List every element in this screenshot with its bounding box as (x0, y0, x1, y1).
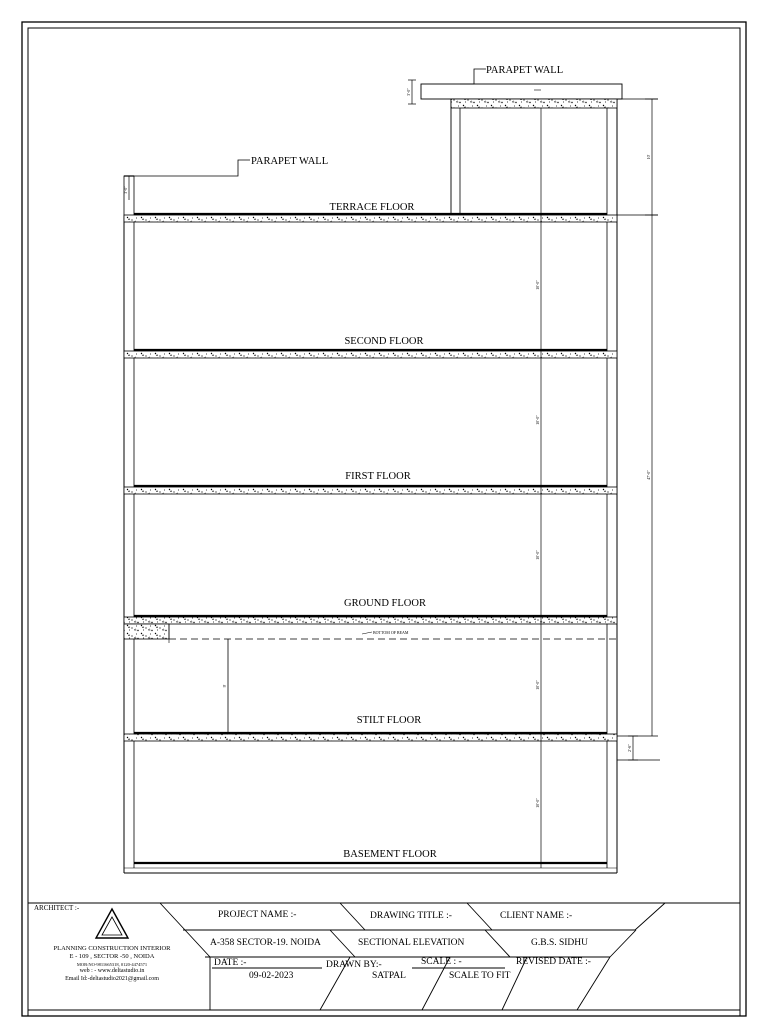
dim-beam-drop: 9' (222, 684, 227, 688)
terrace-floor-label: TERRACE FLOOR (329, 202, 415, 213)
dim-floor-a: 10'-0" (535, 280, 540, 290)
firm-web: web : - www.deltastudio.in (79, 968, 145, 974)
date-label: DATE :- (214, 958, 247, 968)
date-value: 09-02-2023 (249, 971, 294, 981)
architect-label: ARCHITECT :- (34, 904, 80, 912)
drawn-by-label: DRAWN BY:- (326, 960, 382, 970)
dim-parapet-side: 3'-0" (123, 186, 128, 194)
dim-mumty-height: 10' (646, 154, 651, 160)
client-name-label: CLIENT NAME :- (500, 911, 573, 921)
dim-floor-d: 10'-0" (535, 680, 540, 690)
bottom-of-beam-note: BOTTOM OF BEAM (373, 630, 409, 635)
first-floor-label: FIRST FLOOR (345, 471, 411, 482)
drawing-title-label: DRAWING TITLE :- (370, 911, 452, 921)
dim-floor-e: 10'-0" (535, 798, 540, 808)
project-name-label: PROJECT NAME :- (218, 910, 297, 920)
parapet-wall-label-upper: PARAPET WALL (486, 65, 564, 76)
drawn-by-value: SATPAL (372, 971, 406, 981)
dim-parapet-top: 3'-0" (406, 88, 411, 96)
dim-plinth: 2'-6" (627, 744, 632, 752)
stilt-floor-label: STILT FLOOR (356, 715, 422, 726)
ground-floor-label: GROUND FLOOR (344, 598, 426, 609)
outer-border (22, 22, 746, 1016)
parapet-wall-label-lower: PARAPET WALL (251, 156, 329, 167)
firm-mobile: MOB:NO-9811665318, 0120-4474571 (76, 962, 148, 967)
project-name-value: A-358 SECTOR-19. NOIDA (210, 938, 321, 948)
dim-floor-c: 10'-0" (535, 550, 540, 560)
dimension-lines (129, 80, 660, 760)
scale-label: SCALE : - (421, 957, 462, 967)
firm-address: E - 109 , SECTOR -50 , NOIDA (69, 953, 155, 960)
scale-value: SCALE TO FIT (449, 971, 511, 981)
studio-logo (96, 909, 128, 938)
revised-date-label: REVISED DATE :- (516, 957, 591, 967)
dim-floor-b: 10'-0" (535, 415, 540, 425)
client-name-value: G.B.S. SIDHU (531, 938, 589, 948)
second-floor-label: SECOND FLOOR (344, 336, 424, 347)
firm-name: PLANNING CONSTRUCTION INTERIOR (53, 945, 171, 952)
basement-floor-label: BASEMENT FLOOR (343, 849, 437, 860)
drawing-title-value: SECTIONAL ELEVATION (358, 938, 465, 948)
dim-overall-height: 47'-0" (646, 470, 651, 480)
firm-email: Email Id:-deltastudio2021@gmail.com (65, 976, 159, 982)
